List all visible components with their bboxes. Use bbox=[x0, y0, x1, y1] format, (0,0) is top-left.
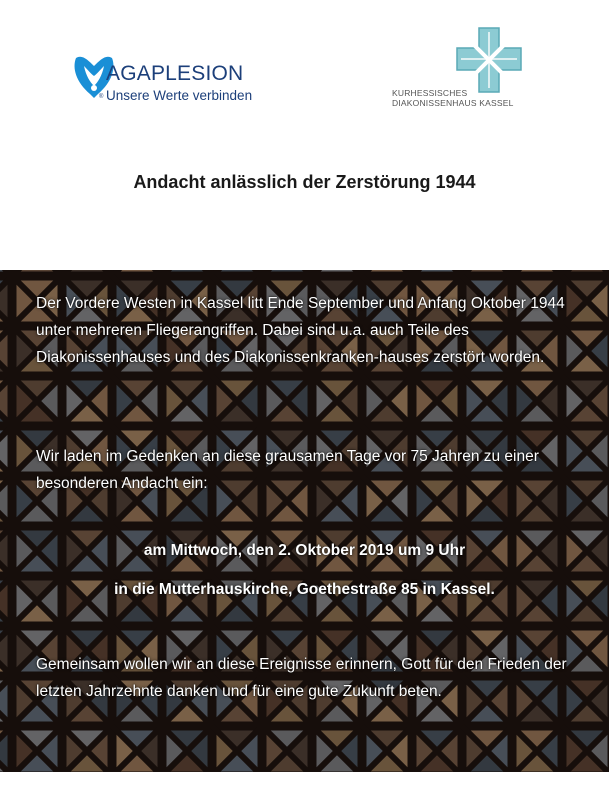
flyer-header bbox=[0, 0, 609, 270]
background-photo bbox=[0, 270, 609, 772]
page-title: Andacht anlässlich der Zerstörung 1944 bbox=[133, 172, 476, 192]
cross-logo-icon bbox=[455, 26, 523, 94]
event-location: in die Mutterhauskirche, Goethestraße 85 in Kassel. bbox=[114, 581, 495, 598]
page-bottom-margin bbox=[0, 772, 609, 812]
paragraph-history: Der Vordere Westen in Kassel litt Ende September und Anfang Oktober 1944 unter mehreren Fliegerangriffen. Dabei sind u.a. auch Teile des Diakonissenhauses und des Diakonissenkranken-hauses zerstört worden. bbox=[36, 295, 565, 366]
paragraph-closing: Gemeinsam wollen wir an diese Ereignisse erinnern, Gott für den Frieden der letzten Jahrzehnte danken und für eine gute Zukunft beten. bbox=[36, 656, 567, 700]
registered-mark: ® bbox=[99, 94, 104, 100]
diakonissenhaus-line1: KURHESSISCHES bbox=[392, 88, 468, 98]
paragraph-invitation: Wir laden im Gedenken an diese grausamen Tage vor 75 Jahren zu einer besonderen Andacht ein: bbox=[36, 448, 539, 492]
agaplesion-name: AGAPLESION bbox=[106, 62, 244, 85]
event-date: am Mittwoch, den 2. Oktober 2019 um 9 Uhr bbox=[143, 542, 466, 559]
diakonissenhaus-line2: DIAKONISSENHAUS KASSEL bbox=[392, 98, 514, 108]
invitation-text bbox=[0, 270, 609, 772]
diakonissenhaus-name bbox=[392, 88, 514, 108]
agaplesion-slogan: Unsere Werte verbinden bbox=[106, 88, 253, 103]
